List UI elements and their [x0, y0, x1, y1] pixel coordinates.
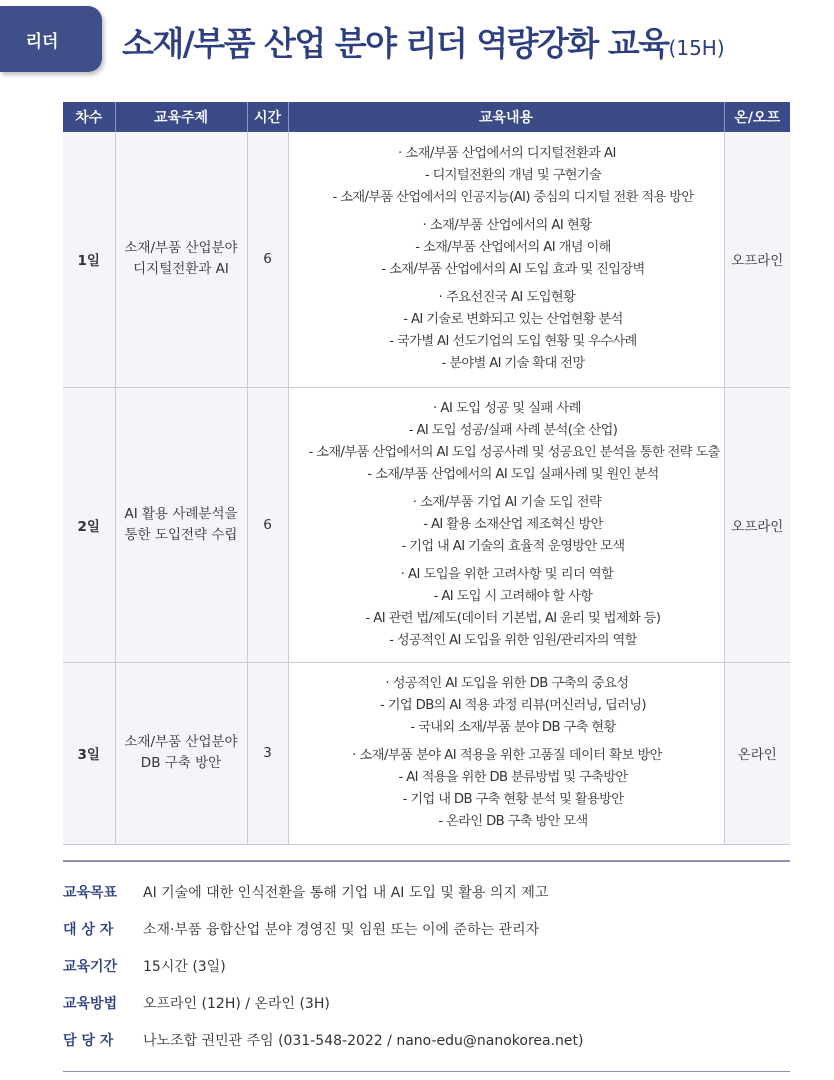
- content-item: - 소재/부품 산업에서의 인공지능(AI) 중심의 디지털 전환 적용 방안: [332, 190, 694, 206]
- content-item: - 기업 DB의 AI 적용 과정 리뷰(머신러닝, 딥러닝): [380, 698, 646, 713]
- topic-line: 디지털전환과 AI: [133, 261, 229, 278]
- header-day: 차수: [63, 102, 115, 132]
- content-group: [297, 143, 718, 209]
- content-group: [297, 287, 718, 375]
- content-bullet: · 소재/부품 산업에서의 AI 현황: [422, 218, 592, 234]
- info-row-contact: [63, 1028, 790, 1052]
- content-item: - 소재/부품 산업에서의 AI 도입 실패사례 및 원인 분석: [367, 466, 659, 482]
- divider-top: [63, 860, 790, 862]
- table-row: [63, 662, 790, 844]
- info-value: 나노조합 권민관 주임 (031-548-2022 / nano-edu@nanokorea.net): [143, 1033, 584, 1049]
- content-bullet: · 소재/부품 산업에서의 디지털전환과 AI: [398, 146, 616, 162]
- content-item: - 국가별 AI 선도기업의 도입 현황 및 우수사례: [389, 334, 637, 350]
- content-item: - 국내외 소재/부품 분야 DB 구축 현황: [410, 720, 616, 735]
- content-bullet: · 소재/부품 분야 AI 적용을 위한 고품질 데이터 확보 방안: [352, 748, 662, 763]
- content-item: - AI 도입 성공/실패 사례 분석(全 산업): [408, 422, 618, 438]
- content-item: - 분야별 AI 기술 확대 전망: [441, 356, 585, 372]
- info-label: 교육목표: [63, 885, 118, 901]
- table-row: [63, 132, 790, 387]
- content-group: [297, 673, 718, 739]
- content-item: - 성공적인 AI 도입을 위한 임원/관리자의 역할: [389, 632, 637, 648]
- header-mode: 온/오프: [724, 102, 790, 132]
- content-bullet: · AI 도입을 위한 고려사항 및 리더 역할: [400, 566, 614, 582]
- mode-cell: 오프라인: [724, 387, 790, 662]
- info-label: 담 당 자: [63, 1033, 114, 1049]
- day-cell: 1일: [63, 132, 115, 387]
- info-row-period: [63, 954, 790, 978]
- divider-bottom: [63, 1071, 790, 1072]
- content-bullet: · 성공적인 AI 도입을 위한 DB 구축의 중요성: [385, 676, 629, 691]
- title-text: 소재/부품 산업 분야 리더 역량강화 교육: [122, 24, 669, 63]
- topic-line: 소재/부품 산업분야: [124, 240, 238, 257]
- info-label: 대 상 자: [63, 922, 114, 938]
- day-cell: 3일: [63, 662, 115, 844]
- content-group: [297, 564, 718, 652]
- content-item: - AI 기술로 변화되고 있는 산업현황 분석: [403, 312, 623, 328]
- topic-line: AI 활용 사례분석을: [124, 505, 238, 522]
- time-cell: 6: [247, 132, 288, 387]
- content-bullet: · 주요선진국 AI 도입현황: [438, 290, 576, 306]
- header-time: 시간: [247, 102, 288, 132]
- topic-cell: [115, 132, 247, 387]
- day-cell: 2일: [63, 387, 115, 662]
- topic-line: 소재/부품 산업분야: [124, 734, 238, 750]
- content-cell: [288, 132, 724, 387]
- table-row: [63, 387, 790, 662]
- category-badge: 리더: [0, 6, 102, 72]
- content-bullet: · 소재/부품 기업 AI 기술 도입 전략: [412, 494, 602, 510]
- content-item: - 소재/부품 산업에서의 AI 개념 이해: [415, 240, 611, 256]
- title-hours: (15H): [668, 36, 725, 60]
- content-cell: [288, 662, 724, 844]
- curriculum-table: [63, 102, 790, 845]
- time-cell: 3: [247, 662, 288, 844]
- topic-line: DB 구축 방안: [140, 755, 222, 771]
- page-title: [122, 18, 725, 65]
- info-label: 교육방법: [63, 996, 118, 1012]
- info-value: 15시간 (3일): [143, 959, 226, 975]
- content-item: - 소재/부품 산업에서의 AI 도입 효과 및 진입장벽: [381, 262, 645, 278]
- content-group: [297, 492, 718, 558]
- content-item: - 소재/부품 산업에서의 AI 도입 성공사례 및 성공요인 분석을 통한 전략 도출: [308, 444, 720, 460]
- content-bullet: · AI 도입 성공 및 실패 사례: [433, 400, 581, 416]
- time-cell: 6: [247, 387, 288, 662]
- content-group: [297, 215, 718, 281]
- info-label: 교육기간: [63, 959, 118, 975]
- mode-cell: 온라인: [724, 662, 790, 844]
- topic-cell: [115, 662, 247, 844]
- content-item: - AI 적용을 위한 DB 분류방법 및 구축방안: [398, 770, 628, 785]
- content-item: - 기업 내 AI 기술의 효율적 운영방안 모색: [401, 538, 625, 554]
- mode-cell: 오프라인: [724, 132, 790, 387]
- content-item: - AI 활용 소재산업 제조혁신 방안: [423, 516, 603, 532]
- content-item: - AI 도입 시 고려해야 할 사항: [433, 588, 593, 604]
- header-topic: 교육주제: [115, 102, 247, 132]
- content-item: - 디지털전환의 개념 및 구현기술: [424, 168, 602, 184]
- table-header-row: [63, 102, 790, 132]
- topic-cell: [115, 387, 247, 662]
- header-content: 교육내용: [288, 102, 724, 132]
- content-item: - 기업 내 DB 구축 현황 분석 및 활용방안: [402, 792, 624, 807]
- content-item: - 온라인 DB 구축 방안 모색: [438, 814, 588, 829]
- content-item: - AI 관련 법/제도(데이터 기본법, AI 윤리 및 법제화 등): [365, 610, 661, 626]
- topic-line: 통한 도입전략 수립: [124, 526, 238, 543]
- info-row-goal: [63, 880, 790, 904]
- content-group: [297, 398, 718, 486]
- info-value: 소재·부품 융합산업 분야 경영진 및 임원 또는 이에 준하는 관리자: [143, 922, 540, 938]
- content-cell: [288, 387, 724, 662]
- content-group: [297, 745, 718, 833]
- info-value: AI 기술에 대한 인식전환을 통해 기업 내 AI 도입 및 활용 의지 제고: [143, 885, 549, 901]
- info-row-target: [63, 917, 790, 941]
- info-row-method: [63, 991, 790, 1015]
- info-value: 오프라인 (12H) / 온라인 (3H): [143, 996, 330, 1012]
